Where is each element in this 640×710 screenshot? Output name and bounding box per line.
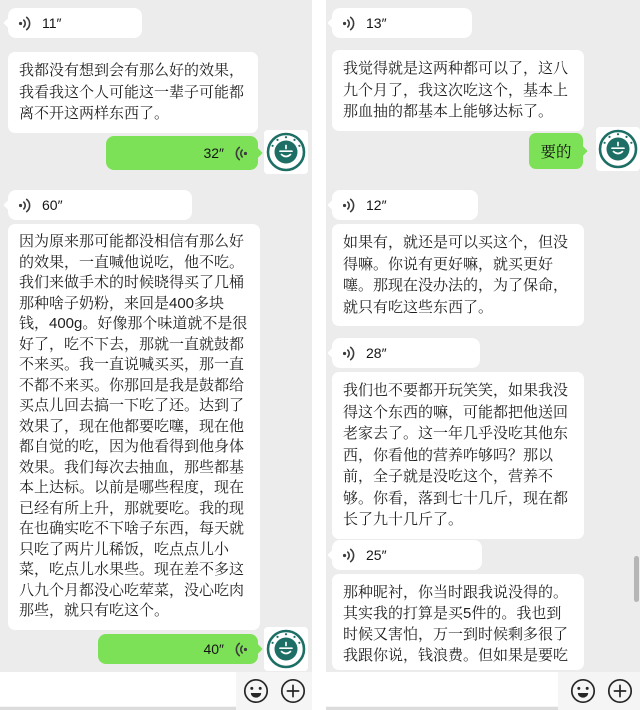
voice-message-bubble[interactable]	[8, 190, 192, 220]
scrollbar[interactable]	[634, 556, 639, 602]
emoji-button[interactable]	[243, 678, 269, 704]
message-bubble: 如果有，就还是可以买这个，但没得嘛。你说有更好嘛，就买更好噻。那现在没办法的，为了保命，就只有吃这些东西了。	[332, 224, 584, 326]
message-bubble: 我觉得就是这两种都可以了，这八九个月了，我这次吃这个，基本上那血抽的都基本上能够达标了。	[332, 50, 584, 131]
teal-seal-logo-icon	[596, 127, 640, 171]
voice-duration: 40″	[203, 641, 224, 657]
voice-wave-icon	[231, 145, 248, 162]
more-button[interactable]	[280, 678, 306, 704]
voice-message-bubble[interactable]	[332, 338, 480, 368]
emoji-button[interactable]	[570, 678, 596, 704]
chat-screenshot-right	[326, 0, 640, 710]
teal-seal-logo-icon	[264, 130, 308, 174]
voice-duration: 28″	[366, 345, 387, 361]
voice-duration: 12″	[366, 197, 387, 213]
more-button[interactable]	[607, 678, 633, 704]
avatar[interactable]	[264, 627, 308, 671]
chat-screenshot-left	[0, 0, 312, 710]
chat-input-bar	[326, 672, 640, 710]
message-input[interactable]	[0, 672, 236, 706]
message-bubble: 我都没有想到会有那么好的效果，我看我这个人可能这一辈子可能都离不开这两样东西了。	[8, 52, 258, 133]
avatar[interactable]	[596, 127, 640, 171]
message-bubble: 我们也不要都开玩笑笑，如果我没得这个东西的嘛，可能都把他送回老家去了。这一年几乎没吃其他东西，你看他的营养咋够吗？那以前，全子就是没吃这个，营养不够。你看，落到七十几斤，现在都长了九十几斤了。	[332, 372, 584, 539]
voice-message-bubble[interactable]	[332, 8, 472, 38]
voice-duration: 13″	[366, 15, 387, 31]
sent-voice-message-bubble[interactable]	[98, 634, 258, 664]
voice-duration: 32″	[203, 145, 224, 161]
avatar[interactable]	[264, 130, 308, 174]
voice-wave-icon	[18, 15, 35, 32]
sent-message-bubble: 要的	[529, 133, 583, 169]
message-input[interactable]	[326, 672, 558, 706]
message-bubble: 因为原来那可能都没相信有那么好的效果，一直喊他说吃，他不吃。我们来做手术的时候晓得买了几桶那种啥子奶粉，来回是400多块钱，400g。好像那个味道就不是很好了，吃不下去，那就一直就鼓都不来买。我一直说喊买买，那一直不都不来买。你那回是我是鼓都给买点儿回去搞一下吃了还。达到了效果了，现在他都要吃噻，现在他都自觉的吃，因为他看得到他身体效果。我们每次去抽血，那些都基本上达标。以前是哪些程度，现在已经有所上升，那就要吃。我的现在也确实吃不下啥子东西，每天就只吃了两片儿稀饭，吃点点儿小菜，吃点儿水果些。现在差不多这八九个月都没心吃荤菜，没心吃肉那些，就只有吃这个。	[8, 224, 260, 630]
voice-duration: 11″	[42, 15, 62, 31]
voice-wave-icon	[18, 197, 35, 214]
voice-message-bubble[interactable]	[332, 540, 482, 570]
voice-message-bubble[interactable]	[332, 190, 478, 220]
chat-input-bar	[0, 672, 312, 710]
voice-message-bubble[interactable]	[8, 8, 142, 38]
voice-wave-icon	[231, 641, 248, 658]
teal-seal-logo-icon	[264, 627, 308, 671]
voice-duration: 60″	[42, 197, 63, 213]
voice-duration: 25″	[366, 547, 387, 563]
voice-wave-icon	[342, 15, 359, 32]
message-bubble: 那种昵衬，你当时跟我说没得的。其实我的打算是买5件的。我也到时候又害怕，万一到时候剩多很了我跟你说，钱浪费。但如果是要吃	[332, 574, 584, 670]
voice-wave-icon	[342, 197, 359, 214]
sent-voice-message-bubble[interactable]	[106, 136, 258, 170]
voice-wave-icon	[342, 345, 359, 362]
voice-wave-icon	[342, 547, 359, 564]
